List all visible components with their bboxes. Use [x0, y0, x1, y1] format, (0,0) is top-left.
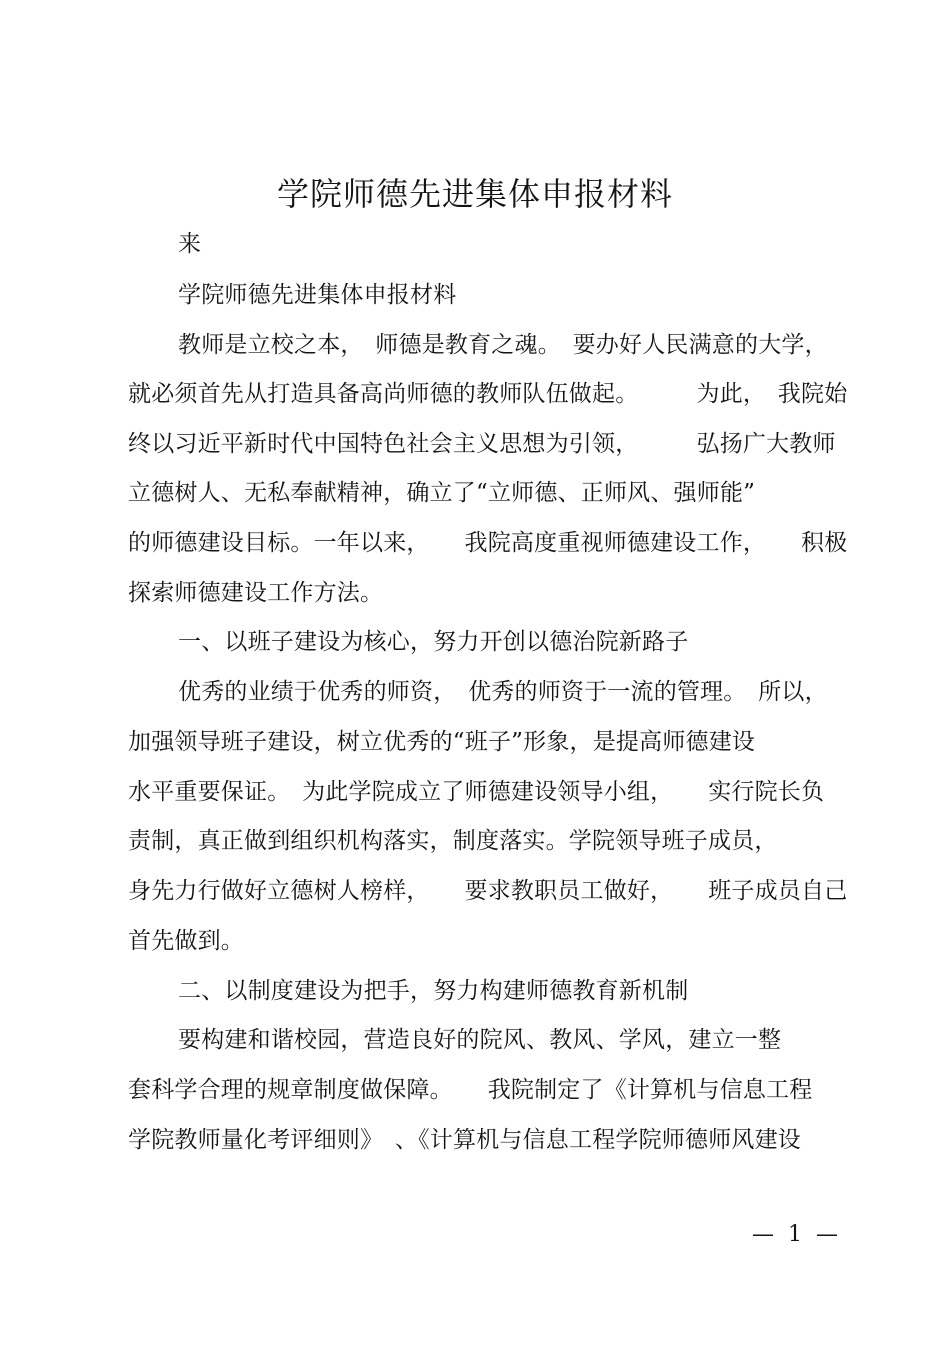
- body-line: 优秀的业绩于优秀的师资， 优秀的师资于一流的管理。 所以，: [178, 679, 828, 705]
- document-title: 学院师德先进集体申报材料: [276, 175, 673, 213]
- body-line: 终以习近平新时代中国特色社会主义思想为引领， 弘扬广大教师: [128, 431, 836, 457]
- body-line: 来: [178, 231, 202, 257]
- body-line: 学院教师量化考评细则》 、《计算机与信息工程学院师德师风建设: [128, 1127, 801, 1153]
- body-line: 首先做到。: [128, 928, 244, 954]
- body-line: 加强领导班子建设，树立优秀的“班子”形象，是提高师德建设: [128, 729, 756, 755]
- body-line: 水平重要保证。 为此学院成立了师德建设领导小组， 实行院长负: [128, 779, 825, 805]
- body-line: 就必须首先从打造具备高尚师德的教师队伍做起。 为此， 我院始: [128, 381, 848, 407]
- body-line: 的师德建设目标。一年以来， 我院高度重视师德建设工作， 积极: [128, 530, 848, 556]
- body-line: 立德树人、无私奉献精神，确立了“立师德、正师风、强师能”: [128, 480, 756, 506]
- body-line: 要构建和谐校园，营造良好的院风、教风、学风，建立一整: [178, 1027, 782, 1053]
- section-heading: 一、以班子建设为核心，努力开创以德治院新路子: [178, 629, 689, 655]
- body-line: 套科学合理的规章制度做保障。 我院制定了《计算机与信息工程: [128, 1077, 813, 1103]
- body-line: 责制，真正做到组织机构落实，制度落实。学院领导班子成员，: [128, 828, 778, 854]
- body-line: 教师是立校之本， 师德是教育之魂。 要办好人民满意的大学，: [178, 332, 828, 358]
- body-line: 学院师德先进集体申报材料: [178, 282, 457, 308]
- page-number: — 1 —: [752, 1222, 838, 1247]
- section-heading: 二、以制度建设为把手，努力构建师德教育新机制: [178, 978, 689, 1004]
- body-line: 探索师德建设工作方法。: [128, 580, 384, 606]
- body-line: 身先力行做好立德树人榜样， 要求教职员工做好， 班子成员自己: [128, 878, 848, 904]
